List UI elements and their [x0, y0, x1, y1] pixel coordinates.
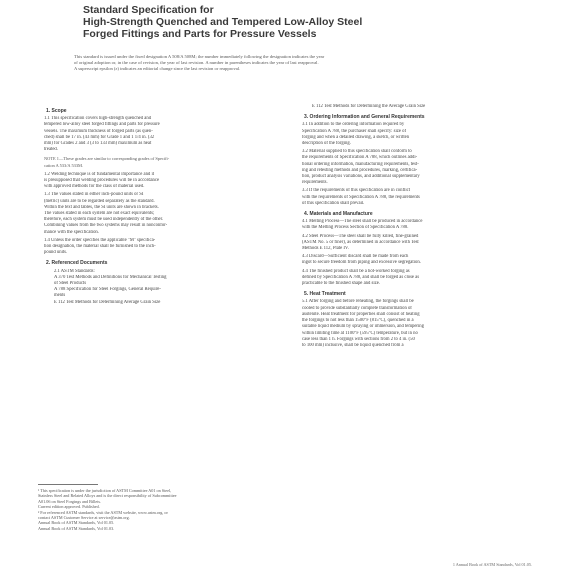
footnote-line: A01.06 on Steel Forgings and Billets.: [38, 498, 102, 504]
right-footnote: 1 Annual Book of ASTM Standards, Vol 01.05.: [452, 562, 532, 567]
text-line: defined by Specification A 788, and shall be forged as close as: [302, 274, 420, 280]
text-line: Specification A 788, the purchaser shall specify: size of: [302, 128, 407, 134]
footnotes: [38, 484, 274, 531]
text-line: case less than 1 h. Forgings with sections from 2 to 4 in. (50: [302, 336, 415, 342]
text-line: tional ordering information, manufacturing requirements, test-: [302, 161, 419, 167]
text-line: the forgings to not less than 1500°F (815°C), quenched in a: [302, 318, 414, 324]
text-line: tion, product analysis variations, and additional supplementary: [302, 174, 420, 180]
text-line: with approved methods for the class of material used.: [44, 184, 145, 190]
text-line: 3.1 In addition to the ordering information required by: [302, 122, 405, 128]
text-line: pound units.: [44, 250, 68, 256]
section-heading-materials: 4. Materials and Manufacture: [304, 211, 373, 218]
paragraph-1-4: [38, 238, 274, 257]
reference-continued: [306, 104, 532, 110]
text-line: 3.3 If the requirements of this specification are in conflict: [302, 188, 411, 194]
text-line: to 100 mm) inclusive, shall be liquid quenched from a: [302, 342, 404, 348]
text-line: NOTE 1—These grades are similar to corresponding grades of Specifi-: [44, 156, 170, 162]
title-line-1: Standard Specification for: [83, 4, 214, 16]
note-1: [44, 156, 274, 168]
text-line: 3.2 Material supplied to this specification shall conform to: [302, 149, 412, 155]
text-line: 1.2 Welding technique is of fundamental importance and it: [44, 171, 155, 177]
text-line: treated.: [44, 147, 58, 153]
text-line: (ASTM No. 5 or finer), as determined in accordance with Test: [302, 239, 419, 245]
reference-list: [48, 269, 274, 306]
text-line: cation A 533/A 533M.: [44, 162, 84, 168]
text-line: requirements.: [302, 180, 328, 186]
text-line: ing and retesting methods and procedures, marking, certifica-: [302, 167, 418, 173]
text-line: cooled to provide substantially complete transformation of: [302, 305, 412, 311]
text-line: tion designation, the material shall be furnished to the inch-: [44, 244, 156, 250]
text-line: therefore, each system must be used independently of the other.: [44, 217, 164, 223]
text-line: 4.1 Melting Process—The steel shall be produced in accordance: [302, 219, 423, 225]
text-line: 4.2 Steel Process—The steel shall be fully killed, fine-grained: [302, 233, 419, 239]
footnote-line: contact ASTM Customer Service at service@astm.org.: [38, 515, 130, 521]
footnote-line: Current edition approved. Published.: [38, 504, 100, 510]
text-line: description of the forging.: [302, 141, 351, 147]
list-item: A 370 Test Methods and Definitions for Mechanical Testing: [54, 274, 167, 280]
paragraph-3-3: [296, 188, 532, 207]
document-title: [38, 4, 532, 40]
text-line: of this specification shall prevail.: [302, 200, 365, 206]
foreword-note: [74, 54, 514, 72]
list-item: A 788 Specification for Steel Forgings, General Require-: [54, 287, 161, 293]
list-item: E 112 Test Methods for Determining the Average Grain Size: [312, 104, 426, 109]
section-heading-ordering: 3. Ordering Information and General Requirements: [304, 114, 425, 121]
paragraph-4-3: [296, 254, 532, 266]
text-line: suitable liquid medium by spraying or immersion, and tempering: [302, 324, 424, 330]
text-line: mance with the specification.: [44, 229, 99, 235]
text-line: mm) for Grades 2 and 3 (3 to 133 mm) maximum as heat: [44, 141, 152, 147]
footnote-line: Annual Book of ASTM Standards, Vol 01.03.: [38, 525, 115, 531]
text-line: the requirements of Specification A 788, which outlines addi-: [302, 155, 418, 161]
text-line: 1.1 This specification covers high-strength quenched and: [44, 116, 152, 122]
section-heading-referenced-documents: 2. Referenced Documents: [46, 260, 108, 267]
footnote-line: Annual Book of ASTM Standards, Vol 01.05.: [38, 520, 115, 526]
title-line-2: High-Strength Quenched and Tempered Low-Alloy Steel: [83, 16, 363, 28]
text-line: 1.4 Unless the order specifies the applicable "M" specifica-: [44, 237, 156, 243]
list-item: ments: [54, 293, 66, 299]
text-line: 5.1 After forging and before reheating, the forgings shall be: [302, 299, 414, 305]
section-heading-heat-treatment: 5. Heat Treatment: [304, 291, 346, 298]
text-line: 4.3 Discard—Sufficient discard shall be made from each: [302, 254, 409, 260]
foreword-line: This standard is issued under the fixed designation A 508/A 508M; the number immediately following the designation indicates the year: [74, 54, 325, 59]
paragraph-4-2: [296, 234, 532, 253]
text-line: tempered low-alloy steel forged fittings and parts for pressure: [44, 122, 160, 128]
list-item: 2.1 ASTM Standards:: [54, 268, 95, 274]
text-line: (metric) units are to be regarded separately as the standard.: [44, 198, 155, 204]
text-line: austenite. Heat treatment for properties shall consist of heating: [302, 311, 420, 317]
list-item: E 112 Test Methods for Determining Average Grain Size: [54, 299, 161, 305]
text-line: Combining values from the two systems may result in nonconfor-: [44, 223, 168, 229]
right-column: [296, 104, 532, 574]
title-line-3: Forged Fittings and Parts for Pressure Vessels: [83, 28, 317, 40]
paragraph-3-1: [296, 122, 532, 147]
text-line: Methods E 112, Plate IV.: [302, 246, 349, 252]
text-line: practicable to the finished shape and size.: [302, 281, 380, 287]
paragraph-1-1: [38, 116, 274, 153]
foreword-line: A superscript epsilon (ε) indicates an editorial change since the last revision or reapproval.: [74, 66, 241, 71]
paragraph-1-3: [38, 192, 274, 235]
text-line: within limiting time at 1100°F (595°C) temperature, but in no: [302, 330, 418, 336]
text-line: ched) shall be 17 in. (43 mm) for Grade 1 and 1 1/4 in. (32: [44, 134, 155, 140]
paragraph-3-2: [296, 149, 532, 186]
text-line: The values stated in each system are not exact equivalents;: [44, 211, 155, 217]
paragraph-1-2: [38, 172, 274, 191]
paragraph-4-4: [296, 269, 532, 288]
text-line: 1.3 The values stated in either inch-pound units or SI: [44, 192, 144, 198]
paragraph-4-1: [296, 219, 532, 231]
document-page: [0, 4, 570, 574]
text-line: Within the text and tables, the SI units are shown in brackets.: [44, 204, 159, 210]
section-heading-scope: 1. Scope: [46, 108, 67, 114]
text-line: with the Melting Process Section of Specification A 788.: [302, 225, 409, 231]
text-line: ingot to secure freedom from piping and excessive segregation.: [302, 260, 421, 266]
footnote-divider: [38, 484, 98, 485]
text-line: forging and when a detailed drawing, a sketch, or written: [302, 134, 410, 140]
list-item: of Steel Products: [54, 281, 87, 287]
text-line: is presupposed that welding procedures will be in accordance: [44, 178, 160, 184]
text-line: with the requirements of Specification A 788, the requirements: [302, 194, 420, 200]
foreword-line: of original adoption or, in the case of revision, the year of last revision. A number in parentheses indicates the year of last reapproval.: [74, 60, 319, 65]
text-line: 4.4 The finished product shall be a hot-worked forging as: [302, 268, 410, 274]
text-line: vessels. The maximum thickness of forged parts (as quen-: [44, 128, 153, 134]
footnote-line: ² For referenced ASTM standards, visit the ASTM website, www.astm.org, or: [38, 509, 168, 515]
footnote-line: ¹ This specification is under the jurisdiction of ASTM Committee A01 on Steel,: [38, 488, 172, 493]
paragraph-5-1: [296, 299, 532, 349]
footnote-line: Stainless Steel and Related Alloys and is the direct responsibility of Subcommittee: [38, 493, 177, 499]
